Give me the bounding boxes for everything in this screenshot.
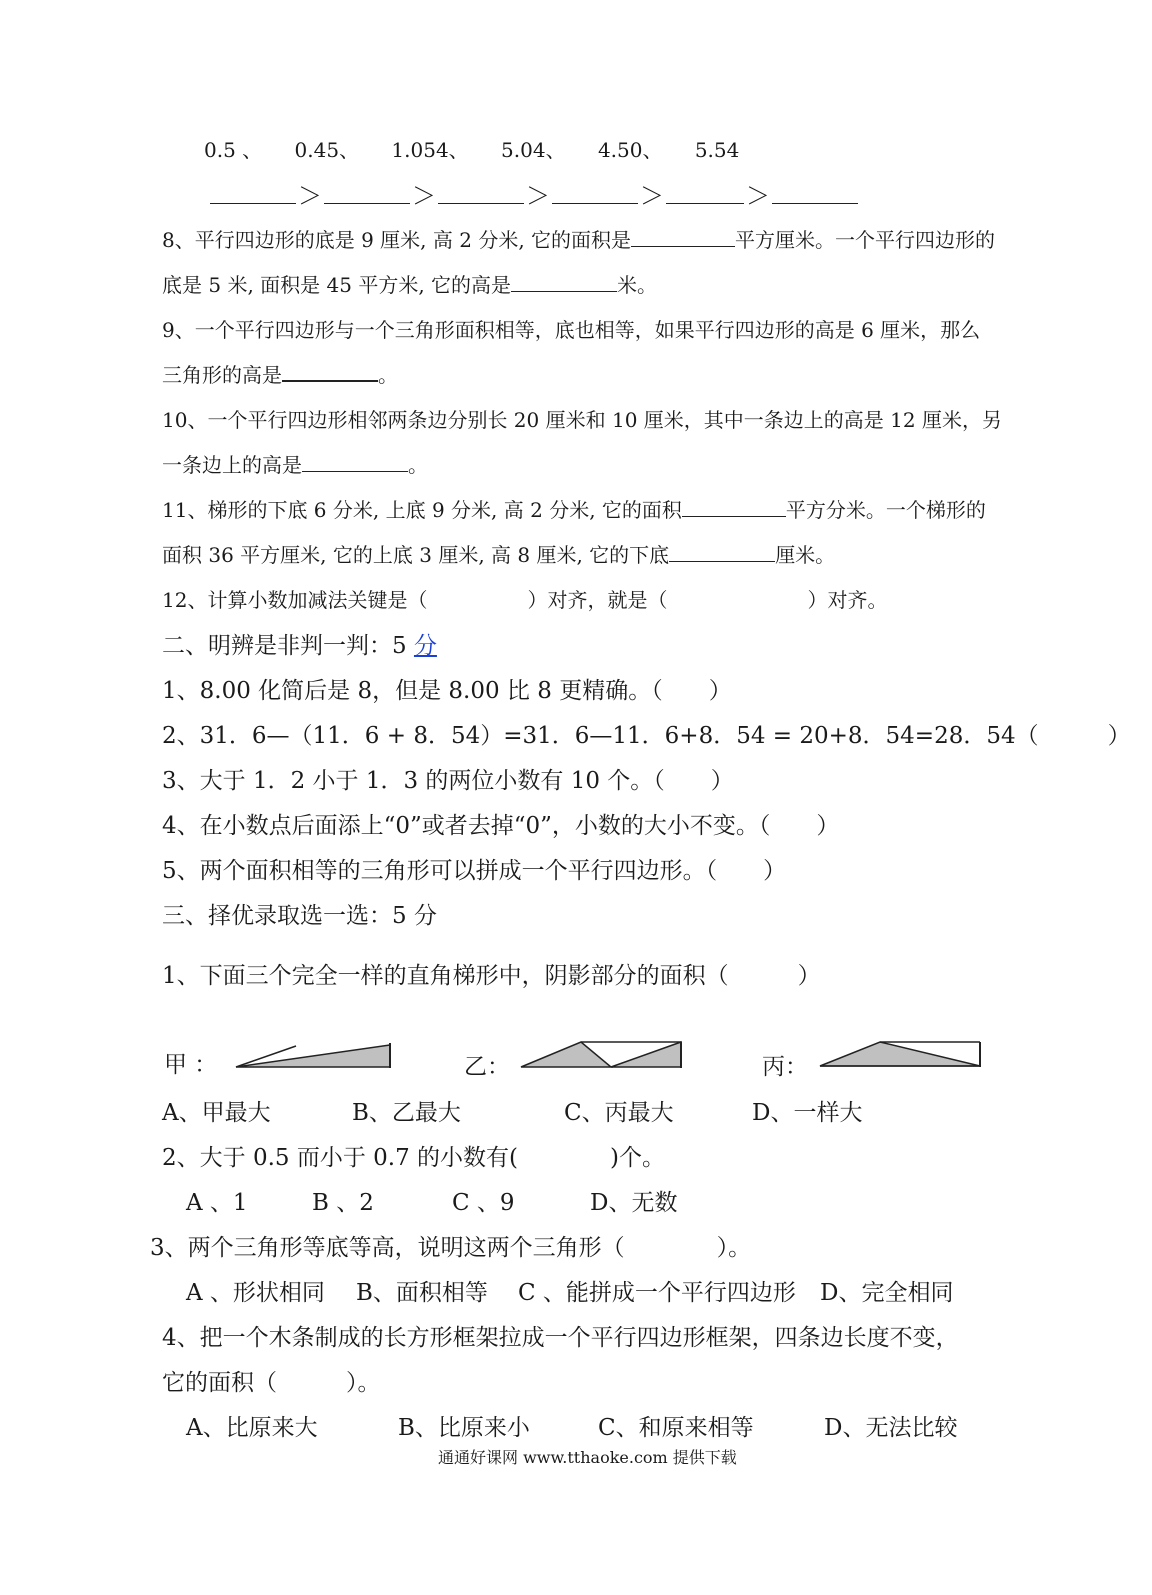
question-9-line-1 <box>162 314 980 343</box>
option-b[interactable]: B、比原来小 <box>398 1415 530 1441</box>
question-8-line-1 <box>162 224 995 253</box>
answer-blank[interactable] <box>438 203 524 204</box>
judge-item-4: 4、在小数点后面添上“0”或者去掉“0”，小数的大小不变。（ ） <box>162 813 840 839</box>
choice-1-options <box>162 1094 862 1127</box>
question-9-line-2 <box>162 359 398 388</box>
answer-blank[interactable] <box>511 291 617 292</box>
option-d[interactable]: D、完全相同 <box>820 1280 954 1306</box>
question-12: 12、计算小数加减法关键是（ ）对齐，就是（ ）对齐。 <box>162 588 888 612</box>
question-text: 厘米。 <box>775 543 836 567</box>
option-b[interactable]: B、乙最大 <box>352 1100 461 1126</box>
figure-label-bing: 丙： <box>762 1054 808 1080</box>
greater-than-sign: ＞ <box>746 182 770 210</box>
question-text: 平方厘米。一个平行四边形的 <box>735 228 996 252</box>
decimal-item: 0.45、 <box>294 138 360 162</box>
section-3-heading: 三、择优录取选一选：5 分 <box>162 903 437 929</box>
choice-3-question: 3、两个三角形等底等高，说明这两个三角形（ ）。 <box>150 1235 752 1261</box>
section-title: 二、明辨是非判一判：5 <box>162 633 414 659</box>
decimal-item: 0.5 、 <box>204 138 263 162</box>
choice-2-options <box>186 1184 677 1217</box>
answer-blank[interactable] <box>210 203 296 204</box>
greater-than-sign: ＞ <box>412 182 436 210</box>
question-10-line-2 <box>162 449 428 478</box>
trapezoid-figure-bing <box>818 1040 984 1070</box>
decimal-item: 5.04、 <box>501 138 566 162</box>
decimal-item: 1.054、 <box>391 138 469 162</box>
question-text: 9、一个平行四边形与一个三角形面积相等，底也相等，如果平行四边形的高是 6 厘米，那么 <box>162 318 981 342</box>
figure-label-jia: 甲 ： <box>164 1052 218 1078</box>
question-11-line-2 <box>162 539 835 568</box>
answer-blank[interactable] <box>669 561 775 562</box>
answer-blank[interactable] <box>324 203 410 204</box>
answer-blank[interactable] <box>302 471 408 472</box>
judge-item-3: 3、大于 1．2 小于 1．3 的两位小数有 10 个。（ ） <box>162 768 734 794</box>
question-10-line-1 <box>162 404 1002 433</box>
choice-1-question: 1、下面三个完全一样的直角梯形中，阴影部分的面积（ ） <box>162 963 821 989</box>
option-d[interactable]: D、无法比较 <box>824 1415 958 1441</box>
trapezoid-figure-yi <box>519 1040 685 1070</box>
option-d[interactable]: D、无数 <box>590 1190 678 1216</box>
answer-blank[interactable] <box>682 516 786 517</box>
question-text: 底是 5 米, 面积是 45 平方米, 它的高是 <box>162 273 512 297</box>
question-text: 。 <box>408 453 428 477</box>
option-b[interactable]: B、面积相等 <box>356 1280 488 1306</box>
choice-3-options <box>186 1274 953 1307</box>
answer-blank[interactable] <box>631 246 735 247</box>
option-b[interactable]: B 、2 <box>312 1190 374 1216</box>
choice-2-question: 2、大于 0.5 而小于 0.7 的小数有( )个。 <box>162 1145 665 1171</box>
option-a[interactable]: A、比原来大 <box>186 1415 318 1441</box>
question-text: 10、一个平行四边形相邻两条边分别长 20 厘米和 10 厘米，其中一条边上的高是 12 厘米，另 <box>162 408 1002 432</box>
judge-item-1: 1、8.00 化简后是 8，但是 8.00 比 8 更精确。（ ） <box>162 678 732 704</box>
decimal-item: 4.50、 <box>597 138 663 162</box>
choice-4-options <box>186 1409 957 1442</box>
section-2-heading <box>162 627 437 660</box>
option-a[interactable]: A、甲最大 <box>162 1100 271 1126</box>
option-a[interactable]: A 、1 <box>186 1190 248 1216</box>
option-c[interactable]: C 、9 <box>452 1190 515 1216</box>
score-link[interactable]: 分 <box>413 633 437 659</box>
question-text: 11、梯形的下底 6 分米, 上底 9 分米, 高 2 分米, 它的面积 <box>162 498 682 522</box>
question-text: 。 <box>378 363 398 387</box>
question-text: 8、平行四边形的底是 9 厘米, 高 2 分米, 它的面积是 <box>162 228 632 252</box>
answer-blank[interactable] <box>666 203 744 204</box>
question-text: 一条边上的高是 <box>162 453 302 477</box>
option-c[interactable]: C、丙最大 <box>564 1100 674 1126</box>
greater-than-sign: ＞ <box>640 182 664 210</box>
question-11-line-1 <box>162 494 986 523</box>
question-text: 平方分米。一个梯形的 <box>785 498 986 522</box>
answer-blank[interactable] <box>282 380 378 382</box>
decimal-item: 5.54 <box>694 138 740 162</box>
question-text: 三角形的高是 <box>162 363 282 387</box>
option-a[interactable]: A 、形状相同 <box>186 1280 325 1306</box>
decimal-list <box>204 134 739 163</box>
choice-4-question-line-2: 它的面积（ ）。 <box>162 1370 381 1396</box>
question-text: 面积 36 平方厘米, 它的上底 3 厘米, 高 8 厘米, 它的下底 <box>162 543 670 567</box>
judge-item-5: 5、两个面积相等的三角形可以拼成一个平行四边形。（ ） <box>162 858 787 884</box>
trapezoid-figure-jia <box>234 1040 394 1070</box>
greater-than-sign: ＞ <box>298 182 322 210</box>
ordering-row <box>210 176 858 211</box>
greater-than-sign: ＞ <box>526 182 550 210</box>
option-c[interactable]: C、和原来相等 <box>598 1415 754 1441</box>
judge-item-2: 2、31．6—（11．6 + 8．54）=31．6—11．6+8．54 = 20+8．54=28．54（ ） <box>162 723 1131 749</box>
answer-blank[interactable] <box>772 203 858 204</box>
option-c[interactable]: C 、能拼成一个平行四边形 <box>518 1280 796 1306</box>
question-text: 米。 <box>617 273 658 297</box>
question-8-line-2 <box>162 269 657 298</box>
answer-blank[interactable] <box>552 203 638 204</box>
figure-label-yi: 乙： <box>464 1054 510 1080</box>
option-d[interactable]: D、一样大 <box>752 1100 863 1126</box>
choice-4-question-line-1: 4、把一个木条制成的长方形框架拉成一个平行四边形框架，四条边长度不变， <box>162 1325 959 1351</box>
page-footer: 通通好课网 www.tthaoke.com 提供下载 <box>438 1448 737 1467</box>
